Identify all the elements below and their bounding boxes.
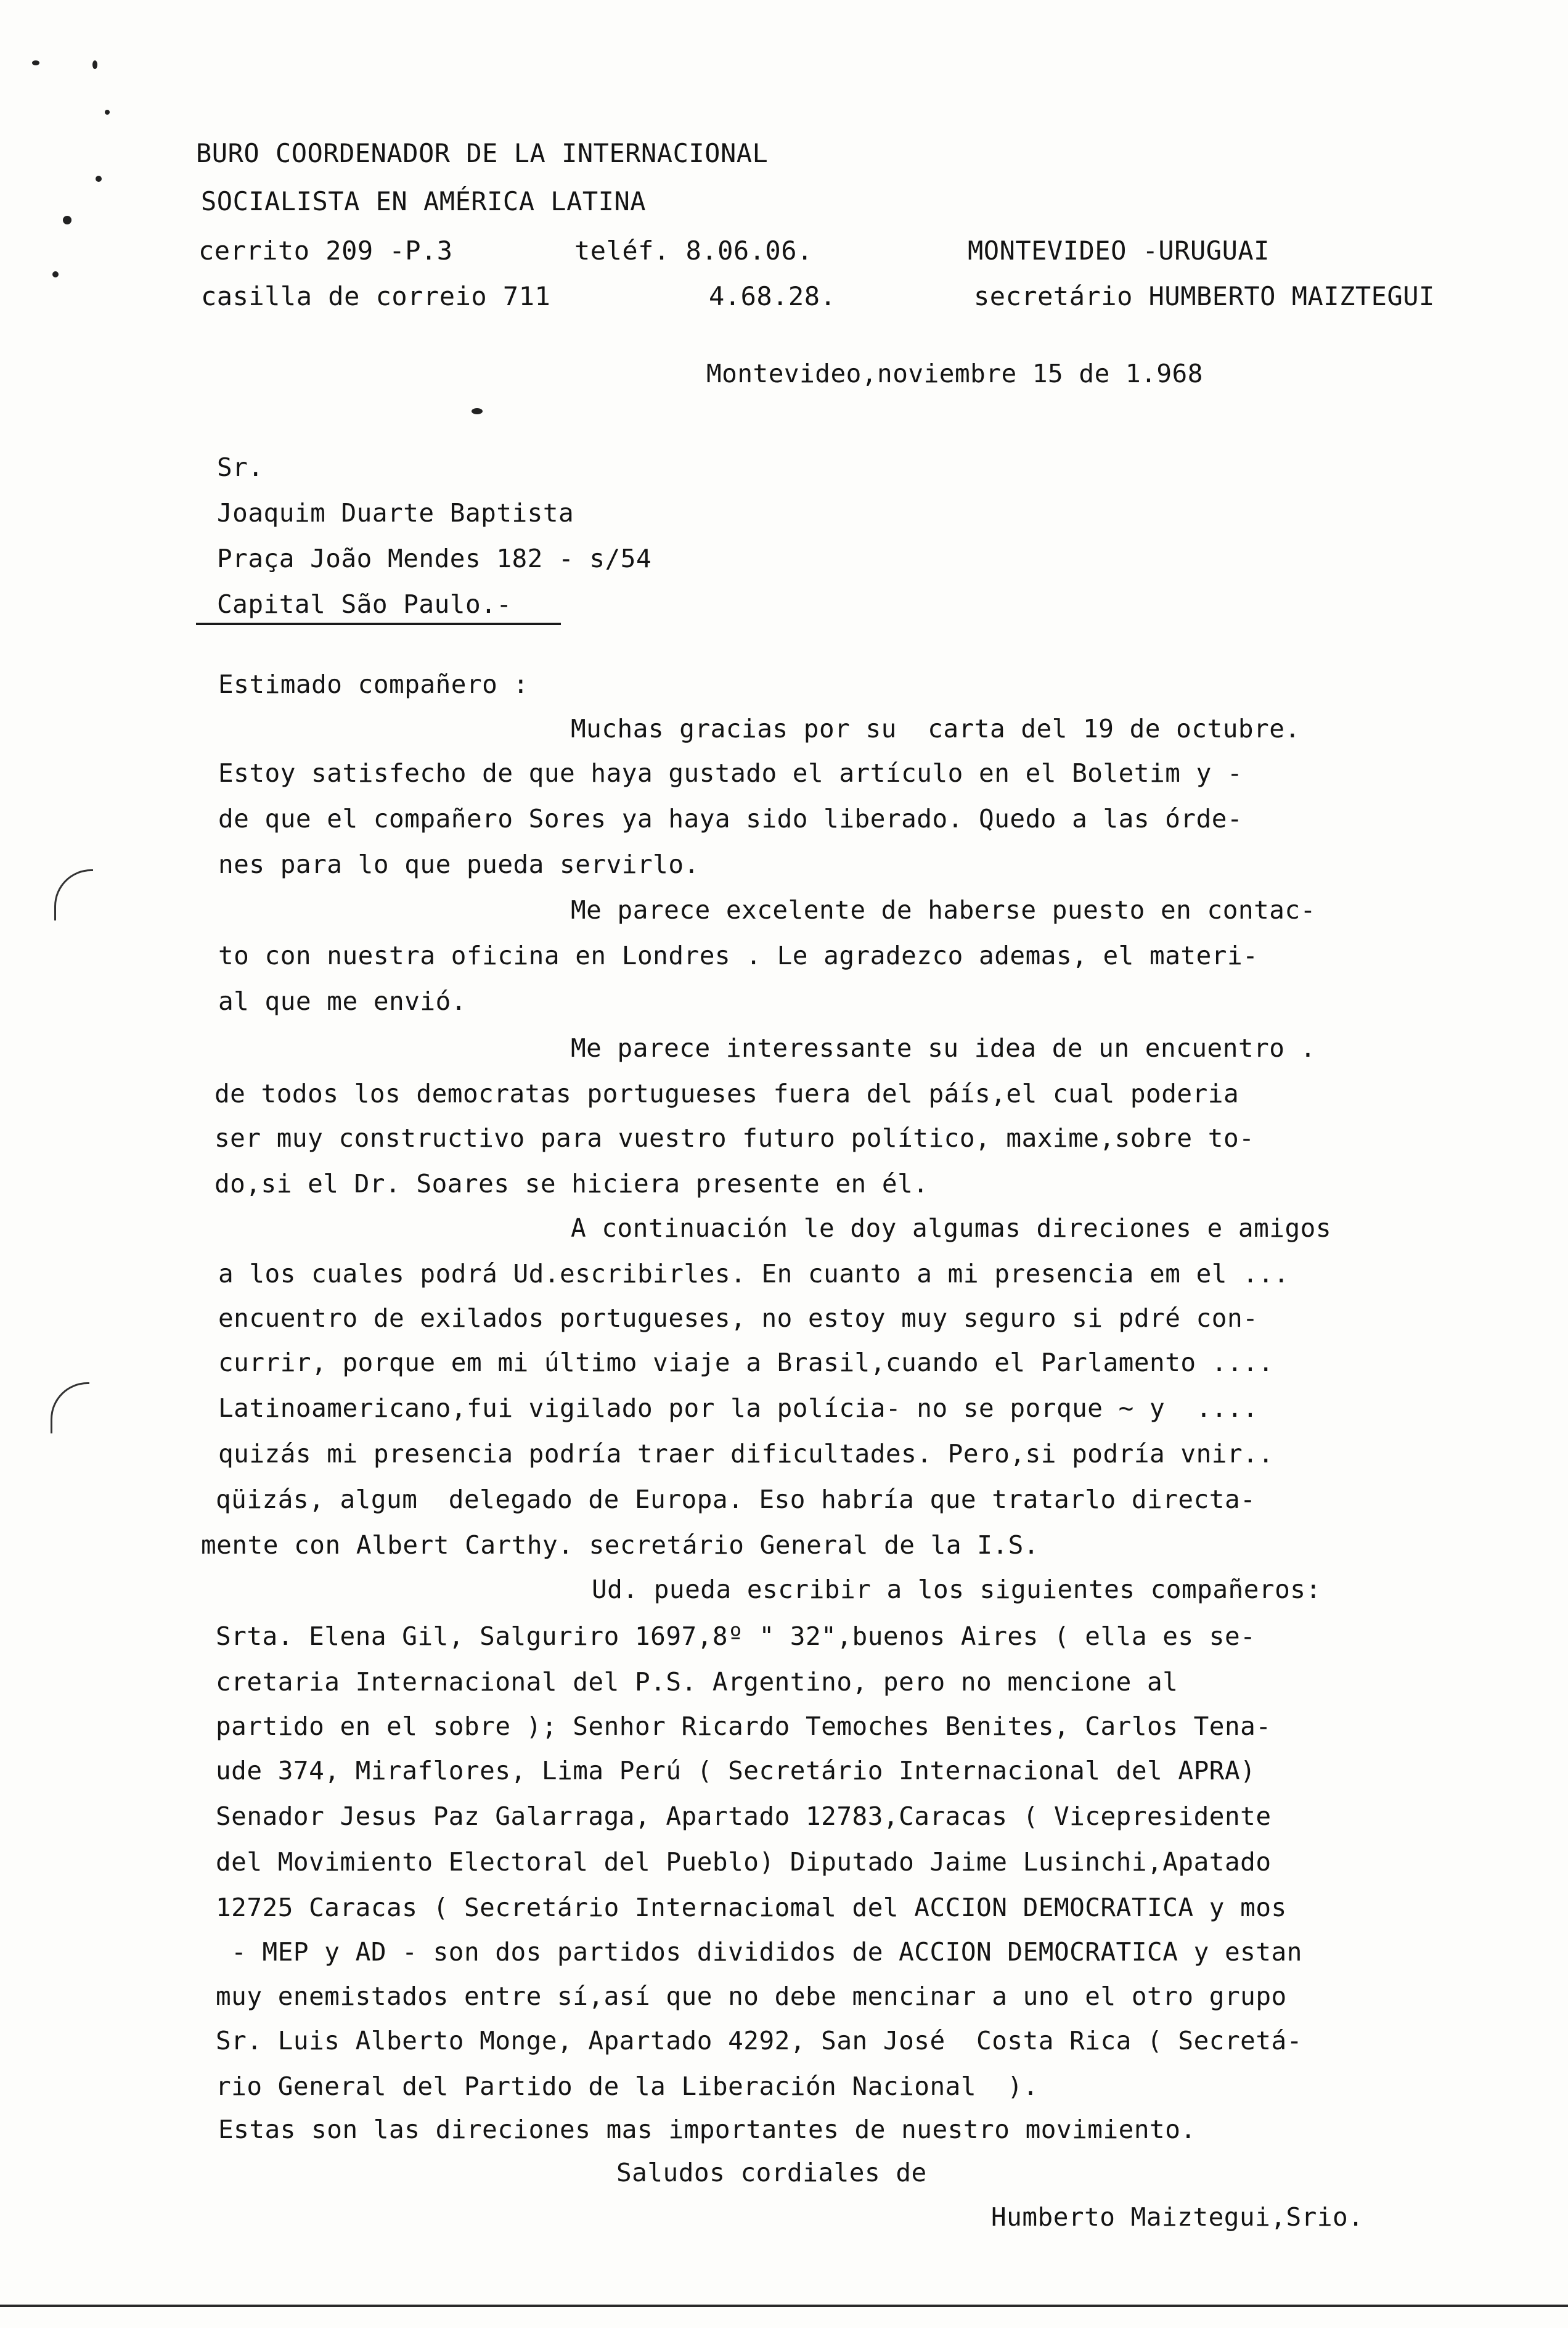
body-line: cretaria Internacional del P.S. Argentino, pero no mencione al xyxy=(216,1667,1178,1697)
body-line: partido en el sobre ); Senhor Ricardo Temoches Benites, Carlos Tena- xyxy=(216,1711,1272,1741)
scan-speck xyxy=(96,176,102,182)
body-line: to con nuestra oficina en Londres . Le agradezco ademas, el materi- xyxy=(218,941,1259,970)
body-line: al que me envió. xyxy=(218,986,467,1016)
letterhead-address: cerrito 209 -P.3 xyxy=(198,236,453,266)
page-bottom-edge xyxy=(0,2305,1568,2307)
body-line: A continuación le doy algumas direciones e amigos xyxy=(571,1213,1332,1243)
body-line: Me parece interessante su idea de un encuentro . xyxy=(571,1033,1316,1063)
body-line: a los cuales podrá Ud.escribirles. En cuanto a mi presencia em el ... xyxy=(218,1259,1289,1289)
letterhead-mailbox: casilla de correio 711 xyxy=(201,281,551,311)
scan-speck xyxy=(472,408,483,414)
scan-speck xyxy=(63,216,71,224)
scan-speck xyxy=(92,60,97,69)
greeting: Estimado compañero : xyxy=(218,670,529,699)
body-line: Estoy satisfecho de que haya gustado el artículo en el Boletim y - xyxy=(218,758,1243,788)
body-line: 12725 Caracas ( Secretário Internaciomal del ACCION DEMOCRATICA y mos xyxy=(216,1893,1287,1922)
scan-speck xyxy=(52,271,59,277)
punch-hole-mark xyxy=(51,1382,89,1433)
letterhead-phone-2: 4.68.28. xyxy=(709,281,836,311)
body-line: Sr. Luis Alberto Monge, Apartado 4292, San José Costa Rica ( Secretá- xyxy=(216,2026,1302,2055)
closing: Saludos cordiales de xyxy=(616,2158,927,2187)
signature: Humberto Maiztegui,Srio. xyxy=(991,2202,1364,2232)
punch-hole-mark xyxy=(54,869,93,920)
body-line: encuentro de exilados portugueses, no estoy muy seguro si pdré con- xyxy=(218,1303,1259,1333)
body-line: Ud. pueda escribir a los siguientes compañeros: xyxy=(592,1575,1321,1604)
date-line: Montevideo,noviembre 15 de 1.968 xyxy=(706,359,1203,388)
body-line: nes para lo que pueda servirlo. xyxy=(218,850,700,879)
body-line: Me parece excelente de haberse puesto en contac- xyxy=(571,895,1316,925)
letterhead-phone-1: teléf. 8.06.06. xyxy=(574,236,813,266)
letterhead-secretary: secretário HUMBERTO MAIZTEGUI xyxy=(974,281,1435,311)
recipient-name: Joaquim Duarte Baptista xyxy=(217,498,574,528)
body-line: ude 374, Miraflores, Lima Perú ( Secretário Internacional del APRA) xyxy=(216,1756,1256,1785)
body-line: del Movimiento Electoral del Pueblo) Diputado Jaime Lusinchi,Apatado xyxy=(216,1847,1272,1877)
body-line: Estas son las direciones mas importantes de nuestro movimiento. xyxy=(218,2115,1196,2144)
body-line: Senador Jesus Paz Galarraga, Apartado 12783,Caracas ( Vicepresidente xyxy=(216,1801,1272,1831)
body-line: mente con Albert Carthy. secretário General de la I.S. xyxy=(201,1530,1039,1560)
recipient-underline xyxy=(196,623,561,625)
body-line: muy enemistados entre sí,así que no debe mencinar a uno el otro grupo xyxy=(216,1982,1287,2011)
body-line: - MEP y AD - son dos partidos divididos de ACCION DEMOCRATICA y estan xyxy=(216,1937,1302,1967)
scan-speck xyxy=(32,60,39,65)
body-line: Latinoamericano,fui vigilado por la polícia- no se porque ~ y .... xyxy=(218,1393,1259,1423)
letterhead-city: MONTEVIDEO -URUGUAI xyxy=(968,236,1270,266)
recipient-street: Praça João Mendes 182 - s/54 xyxy=(217,544,652,573)
recipient-title: Sr. xyxy=(217,453,264,482)
body-line: Muchas gracias por su carta del 19 de octubre. xyxy=(571,714,1301,744)
body-line: de que el compañero Sores ya haya sido liberado. Quedo a las órde- xyxy=(218,804,1243,834)
body-line: rio General del Partido de la Liberación Nacional ). xyxy=(216,2072,1039,2101)
body-line: do,si el Dr. Soares se hiciera presente en él. xyxy=(214,1169,929,1199)
scan-speck xyxy=(105,110,110,115)
body-line: Srta. Elena Gil, Salguriro 1697,8º " 32",buenos Aires ( ella es se- xyxy=(216,1621,1256,1651)
letterhead-line-1: BURO COORDENADOR DE LA INTERNACIONAL xyxy=(196,138,769,168)
body-line: ser muy constructivo para vuestro futuro político, maxime,sobre to- xyxy=(214,1123,1255,1153)
recipient-city: Capital São Paulo.- xyxy=(217,589,512,619)
body-line: quizás mi presencia podría traer dificultades. Pero,si podría vnir.. xyxy=(218,1439,1274,1469)
body-line: qüizás, algum delegado de Europa. Eso habría que tratarlo directa- xyxy=(216,1485,1256,1514)
body-line: currir, porque em mi último viaje a Brasil,cuando el Parlamento .... xyxy=(218,1348,1274,1377)
body-line: de todos los democratas portugueses fuera del páís,el cual poderia xyxy=(214,1079,1239,1109)
letterhead-line-2: SOCIALISTA EN AMÉRICA LATINA xyxy=(201,186,647,216)
